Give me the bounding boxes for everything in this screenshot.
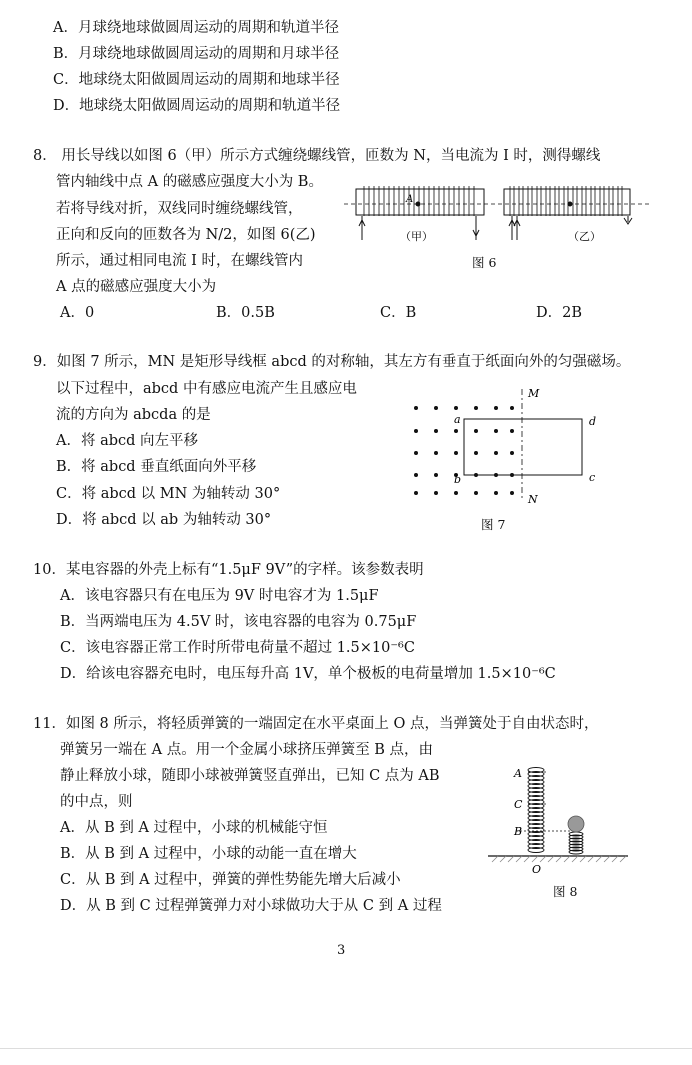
label-A: A [514, 767, 522, 780]
q8-option-d: D．2B [536, 305, 583, 321]
q10-option-b: B．当两端电压为 4.5V 时，该电容器的电容为 0.75μF [60, 614, 417, 630]
label-B: B [514, 825, 523, 838]
figure-6-caption: 图 6 [472, 255, 497, 270]
q10-stem: 10．某电容器的外壳上标有“1.5μF 9V”的字样。该参数表明 [33, 562, 424, 578]
q8-option-b: B．0.5B [216, 305, 275, 321]
q8-option-a: A．0 [60, 305, 95, 321]
q7-option-b: B．月球绕地球做圆周运动的周期和月球半径 [53, 46, 340, 62]
label-O: O [532, 863, 542, 876]
label-c: c [589, 471, 596, 484]
q9-stem-line2: 以下过程中，abcd 中有感应电流产生且感应电 [56, 381, 357, 397]
spring-free [528, 768, 544, 853]
wire-frame-abcd [464, 419, 582, 475]
label-jia: （甲） [400, 230, 433, 243]
q8-stem-line1: 8． 用长导线以如图 6（甲）所示方式缠绕螺线管，匝数为 N，当电流为 I 时，测得螺线 [33, 148, 601, 164]
label-n: N [528, 493, 538, 506]
solenoid-yi-windings [510, 186, 622, 216]
point-a-label: A [406, 194, 414, 205]
q7-option-d: D．地球绕太阳做圆周运动的周期和轨道半径 [53, 98, 341, 114]
figure-8-caption: 图 8 [553, 884, 578, 899]
label-d: d [589, 415, 597, 428]
figure-6-solenoids [342, 180, 654, 250]
q8-option-c: C．B [380, 305, 417, 321]
q9-option-c: C．将 abcd 以 MN 为轴转动 30° [56, 486, 281, 502]
label-yi: （乙） [568, 230, 601, 243]
q11-option-b: B．从 B 到 A 过程中，小球的动能一直在增大 [60, 846, 357, 862]
label-b: b [454, 473, 462, 486]
q11-option-a: A．从 B 到 A 过程中，小球的机械能守恒 [60, 820, 328, 836]
q10-option-d: D．给该电容器充电时，电压每升高 1V，单个极板的电荷量增加 1.5×10⁻⁶C [60, 666, 556, 682]
q9-stem-line1: 9．如图 7 所示，MN 是矩形导线框 abcd 的对称轴，其左方有垂直于纸面向外的匀强磁场。 [33, 354, 631, 370]
figure-7-caption: 图 7 [481, 517, 506, 532]
q9-option-a: A．将 abcd 向左平移 [56, 433, 199, 449]
q8-stem-line4: 正向和反向的匝数各为 N/2，如图 6(乙) [56, 227, 316, 243]
q11-option-d: D．从 B 到 C 过程弹簧弹力对小球做功大于从 C 到 A 过程 [60, 898, 442, 914]
q11-option-c: C．从 B 到 A 过程中，弹簧的弹性势能先增大后减小 [60, 872, 401, 888]
point-a-marker [416, 202, 421, 207]
solenoid-jia-windings [364, 186, 474, 216]
label-C: C [514, 798, 523, 811]
q11-stem-line3: 静止释放小球，随即小球被弹簧竖直弹出，已知 C 点为 AB [60, 768, 440, 784]
q8-stem-line2: 管内轴线中点 A 的磁感应强度大小为 B。 [56, 174, 323, 190]
q7-option-c: C．地球绕太阳做圆周运动的周期和地球半径 [53, 72, 340, 88]
solenoid-jia [356, 189, 484, 215]
spring-compressed [569, 832, 583, 854]
page-number: 3 [337, 943, 346, 958]
q11-stem-line2: 弹簧另一端在 A 点。用一个金属小球挤压弹簧至 B 点，由 [60, 742, 434, 758]
q11-stem-line1: 11．如图 8 所示，将轻质弹簧的一端固定在水平桌面上 O 点，当弹簧处于自由状态时， [33, 716, 599, 732]
q7-option-a: A．月球绕地球做圆周运动的周期和轨道半径 [53, 20, 339, 36]
q8-stem-line3: 若将导线对折，双线同时缠绕螺线管， [56, 201, 303, 217]
q9-option-d: D．将 abcd 以 ab 为轴转动 30° [56, 512, 272, 528]
figure-8-spring [488, 760, 633, 878]
q11-stem-line4: 的中点，则 [60, 794, 133, 810]
q8-stem-line6: A 点的磁感应强度大小为 [56, 279, 217, 295]
q8-stem-line5: 所示，通过相同电流 I 时，在螺线管内 [56, 253, 303, 269]
q10-option-a: A．该电容器只有在电压为 9V 时电容才为 1.5μF [60, 588, 379, 604]
page-bottom-divider [0, 1048, 692, 1049]
figure-7-magnetic-field [404, 383, 614, 508]
label-m: M [528, 387, 540, 400]
q9-stem-line3: 流的方向为 abcda 的是 [56, 407, 211, 423]
metal-ball [568, 816, 584, 832]
q10-option-c: C．该电容器正常工作时所带电荷量不超过 1.5×10⁻⁶C [60, 640, 415, 656]
label-a: a [454, 413, 461, 426]
q9-option-b: B．将 abcd 垂直纸面向外平移 [56, 459, 257, 475]
